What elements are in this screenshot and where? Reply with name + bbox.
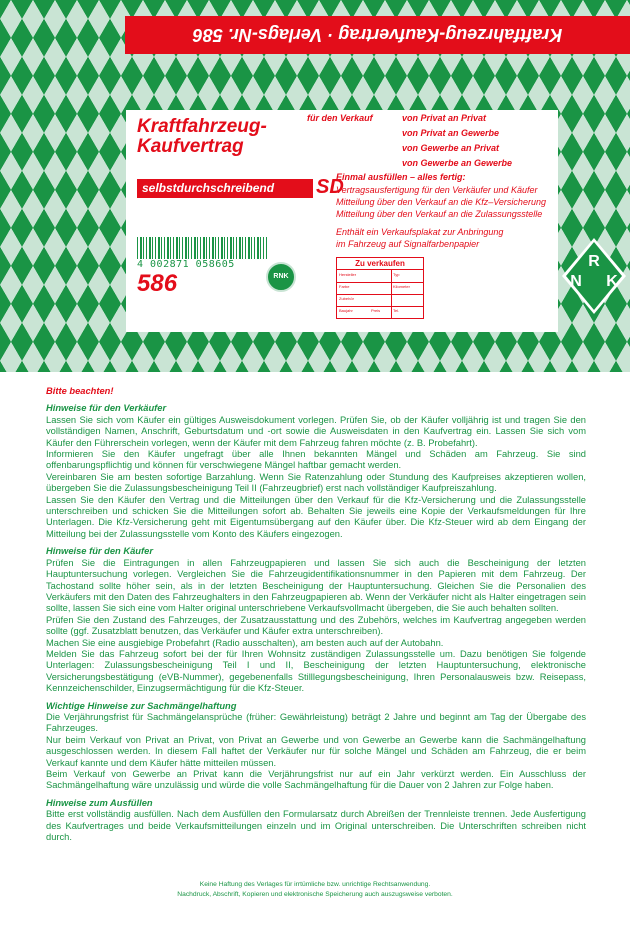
cover-panel: [126, 110, 558, 332]
paragraph: Informieren Sie den Käufer ungefragt über alle Ihnen bekannten Mängel und Schäden am Fahrzeug. Sie sind offenbarungspflichtig und können für verschwiegene Mängel haftbar gemacht werden.: [46, 449, 586, 471]
logo-letter: K: [606, 273, 618, 290]
paragraph: Melden Sie das Fahrzeug sofort bei der für Ihren Wohnsitz zuständigen Zulassungsstelle um. Dazu benötigen Sie folgende Unterlagen: Zulassungsbescheinigung Teil I und II, Bescheinigung der letzten Hauptuntersuchung, elektronische Versicherungsbestätigung (eVB-Nummer), gegebenenfalls Stilllegungsbescheinigung, Ihren Personalausweis bzw. Reisepass, Kennzeichenschilder, Einzugsermächtigung für die Kfz-Steuer.: [46, 648, 586, 694]
barcode-number: 4 002871 058605: [137, 259, 235, 270]
paragraph: Machen Sie eine ausgiebige Probefahrt (Radio ausschalten), am besten auch auf der Autobahn.: [46, 637, 444, 648]
paragraph: Lassen Sie sich vom Käufer ein gültiges Ausweisdokument vorlegen. Prüfen Sie, ob der Käufer volljährig ist und tragen Sie den vollständigen Namen, Anschrift, Geburtsdatum und -ort sowie die Ausweisdaten in den Kaufvertrag ein. Lassen Sie sich vom Käufer den Führerschein vorlegen, wenn der Käufer mit dem Fahrzeug fahren möchte (z. B. Probefahrt).: [46, 414, 586, 448]
einmal-item: Vertragsausfertigung für den Verkäufer und Käufer: [336, 185, 538, 195]
plakat-rule: [391, 270, 392, 318]
paragraph: Die Verjährungsfrist für Sachmängelansprüche (früher: Gewährleistung) beträgt 2 Jahre und beginnt am Tag der Übergabe des Fahrzeuges.: [46, 711, 586, 734]
plakat-cell: Typ: [393, 272, 400, 277]
verkauf-option: von Privat an Privat: [402, 113, 487, 123]
verkauf-option: von Privat an Gewerbe: [402, 128, 500, 138]
title-line-1: Kraftfahrzeug-: [137, 116, 267, 137]
section-heading: Wichtige Hinweise zur Sachmängelhaftung: [46, 700, 237, 711]
paragraph: Vereinbaren Sie am besten sofortige Barzahlung. Wenn Sie Ratenzahlung oder Stundung des Kaufpreises akzeptieren wollen, übergeben Sie die Zulassungsbescheinigung Teil II (Fahrzeugbrief) erst nach vollständiger Kaufpreiszahlung.: [46, 471, 586, 494]
section-heading: Hinweise für den Verkäufer: [46, 403, 167, 414]
footer-line: Keine Haftung des Verlages für irrtümliche bzw. unrichtige Rechtsanwendung.: [199, 881, 431, 888]
title-line-2: Kaufvertrag: [137, 136, 244, 157]
logo-letter: R: [588, 253, 600, 270]
plakat-cell: Zubehör: [339, 296, 354, 301]
plakat-cell: Kilometer: [393, 284, 410, 289]
plakat-cell: Tel.: [393, 308, 400, 313]
sd-logo: SD: [316, 176, 344, 198]
paragraph: Prüfen Sie die Eintragungen in allen Fahrzeugpapieren und lassen Sie sich auch die Bescheinigung der letzten Hauptuntersuchung vorlegen. Vergleichen Sie die Fahrzeugidentifikationsnummer in den Papieren mit dem Fahrzeug. Der Tachostand sollte höher sein, als in der letzten Bescheinigung der Hauptuntersuchung. Gleichen Sie die Personalien des Verkäufers mit den Daten des Fahrzeughalters in den Fahrzeugpapieren ab. Wenn der Verkäufer nicht als Halter eingetragen sein sollte, lassen Sie sich eine vom Halter original unterschriebene Verkaufsvollmacht übergeben, die Sie auch behalten sollten.: [46, 557, 586, 614]
bitte-beachten-heading: Bitte beachten!: [46, 386, 114, 396]
verkauf-option: von Gewerbe an Privat: [402, 143, 500, 153]
logo-letter: N: [570, 273, 582, 290]
paragraph: Bitte erst vollständig ausfüllen. Nach dem Ausfüllen den Formularsatz durch Abreißen der Trennleiste trennen. Jede Ausfertigung des Kaufvertrages und beide Verkaufsmitteilungen einzeln und im Original unterschreiben. Die Unterschriften schreiben nicht durch.: [46, 809, 586, 843]
paragraph: Lassen Sie den Käufer den Vertrag und die Mitteilungen über den Verkauf für die Kfz-Versicherung und die Zulassungsstelle unterschreiben und schicken Sie die Mitteilungen sofort ab. Behalten Sie jeweils eine Kopie der Verkaufsmeldungen für Ihre Unterlagen. Die Kfz-Versicherung geht mit Eigentumsübergang auf den Käufer über. Die Kfz-Steuer wird ab dem Eingang der Mitteilung bei der Zulassungsstelle vom Konto des Käufers eingezogen.: [46, 494, 586, 539]
einmal-heading: Einmal ausfüllen – alles fertig:: [336, 172, 466, 182]
verkauf-label: für den Verkauf: [307, 113, 373, 123]
verkaufsplakat-thumbnail: [336, 257, 424, 319]
section-heading: Hinweise zum Ausfüllen: [46, 797, 153, 808]
plakat-cell: Preis: [371, 308, 381, 313]
band-text: Kraftfahrzeug-Kaufvertrag · Verlags-Nr. 586: [192, 25, 563, 45]
article-number: 586: [137, 270, 178, 297]
plakat-rule: [337, 294, 423, 295]
enthaelt-line: Enthält ein Verkaufsplakat zur Anbringung: [336, 227, 504, 237]
seal-text: RNK: [273, 273, 289, 280]
verkauf-option: von Gewerbe an Gewerbe: [402, 158, 513, 168]
enthaelt-line: im Fahrzeug auf Signalfarbenpapier: [336, 239, 480, 249]
rnk-logo-icon: [562, 238, 626, 314]
paragraph: Prüfen Sie den Zustand des Fahrzeuges, der Zusatzausstattung und des Zubehörs, welches im Kaufvertrag angegeben werden sollte (ggf. Zusatzblatt benutzen, das Verkäufer und Käufer extra unterschreiben).: [46, 614, 586, 637]
plakat-title: Zu verkaufen: [337, 258, 423, 270]
einmal-item: Mitteilung über den Verkauf an die Zulassungsstelle: [336, 209, 543, 219]
product-title: [137, 117, 307, 157]
selbstdurchschreibend-label: selbstdurchschreibend: [137, 179, 313, 198]
paragraph: Nur beim Verkauf von Privat an Privat, von Privat an Gewerbe und von Gewerbe an Gewerbe kann die Sachmängelhaftung ausgeschlossen werden. In diesem Fall haftet der Verkäufer nur für solche Mängel und Schäden am Fahrzeug, die er beim Verkauf kannte und dem Käufer hätte mitteilen müssen.: [46, 734, 586, 768]
section-heading: Hinweise für den Käufer: [46, 546, 153, 557]
barcode: [137, 237, 267, 259]
plakat-rule: [337, 306, 423, 307]
plakat-rule: [337, 282, 423, 283]
footer: [0, 880, 630, 900]
footer-line: Nachdruck, Abschrift, Kopieren und elektronische Speicherung auch auszugsweise verboten.: [177, 891, 453, 898]
plakat-cell: Farbe: [339, 284, 350, 289]
paragraph: Beim Verkauf von Gewerbe an Privat kann die Verjährungsfrist nur auf ein Jahr verkürzt werden. Ein Ausschluss der Sachmängelhaftung wäre unzulässig und würde die volle Sachmängelhaftung für die Dauer von 2 Jahren zur Folge haben.: [46, 769, 586, 791]
plakat-cell: Baujahr: [339, 308, 353, 313]
einmal-item: Mitteilung über den Verkauf an die Kfz–Versicherung: [336, 197, 546, 207]
plakat-cell: Hersteller: [339, 272, 357, 277]
rnk-seal-icon: [266, 262, 296, 292]
instructions-body: [46, 386, 586, 843]
